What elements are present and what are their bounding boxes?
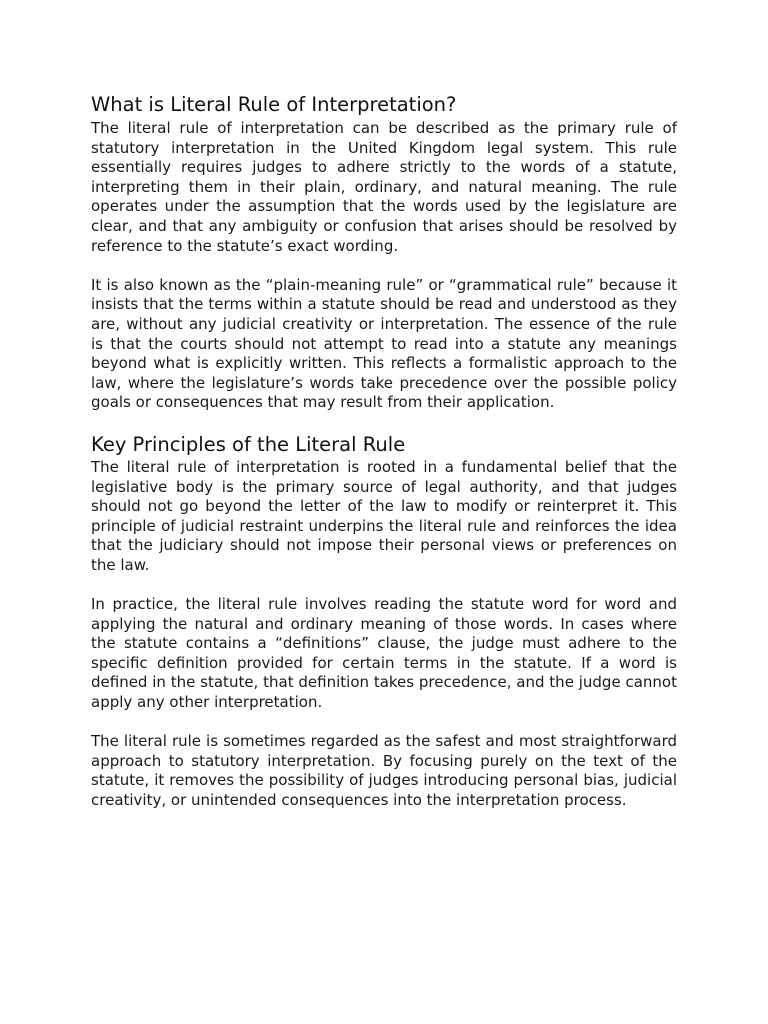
paragraph: It is also known as the “plain-meaning rule” or “grammatical rule” because it insists that the terms within a statute should be read and understood as they are, without any judicial creativity or interpretation. The essence of the rule is that the courts should not attempt to read into a statute any meanings beyond what is explicitly written. This reflects a formalistic approach to the law, where the legislature’s words take precedence over the possible policy goals or consequences that may result from their application. <box>91 275 677 412</box>
paragraph: The literal rule of interpretation is rooted in a fundamental belief that the legislative body is the primary source of legal authority, and that judges should not go beyond the letter of the law to modify or reinterpret it. This principle of judicial restraint underpins the literal rule and reinforces the idea that the judiciary should not impose their personal views or preferences on the law. <box>91 457 677 574</box>
paragraph: In practice, the literal rule involves reading the statute word for word and applying the natural and ordinary meaning of those words. In cases where the statute contains a “definitions” clause, the judge must adhere to the specific definition provided for certain terms in the statute. If a word is defined in the statute, that definition takes precedence, and the judge cannot apply any other interpretation. <box>91 595 677 712</box>
section-heading: Key Principles of the Literal Rule <box>91 432 406 456</box>
paragraph-gap <box>91 713 677 733</box>
paragraph: The literal rule of interpretation can be described as the primary rule of statutory interpretation in the United Kingdom legal system. This rule essentially requires judges to adhere strictly to the words of a statute, interpreting them in their plain, ordinary, and natural meaning. The rule operates under the assumption that the words used by the legislature are clear, and that any ambiguity or confusion that arises should be resolved by reference to the statute’s exact wording. <box>91 119 677 255</box>
paragraph: The literal rule is sometimes regarded as the safest and most straightforward approach to statutory interpretation. By focusing purely on the text of the statute, it removes the possibility of judges introducing personal bias, judicial creativity, or unintended consequences into the interpretation process. <box>91 732 677 809</box>
document-page <box>91 92 677 811</box>
paragraph-gap <box>91 256 677 276</box>
paragraph-gap <box>91 575 677 595</box>
section-heading: What is Literal Rule of Interpretation? <box>91 93 457 116</box>
